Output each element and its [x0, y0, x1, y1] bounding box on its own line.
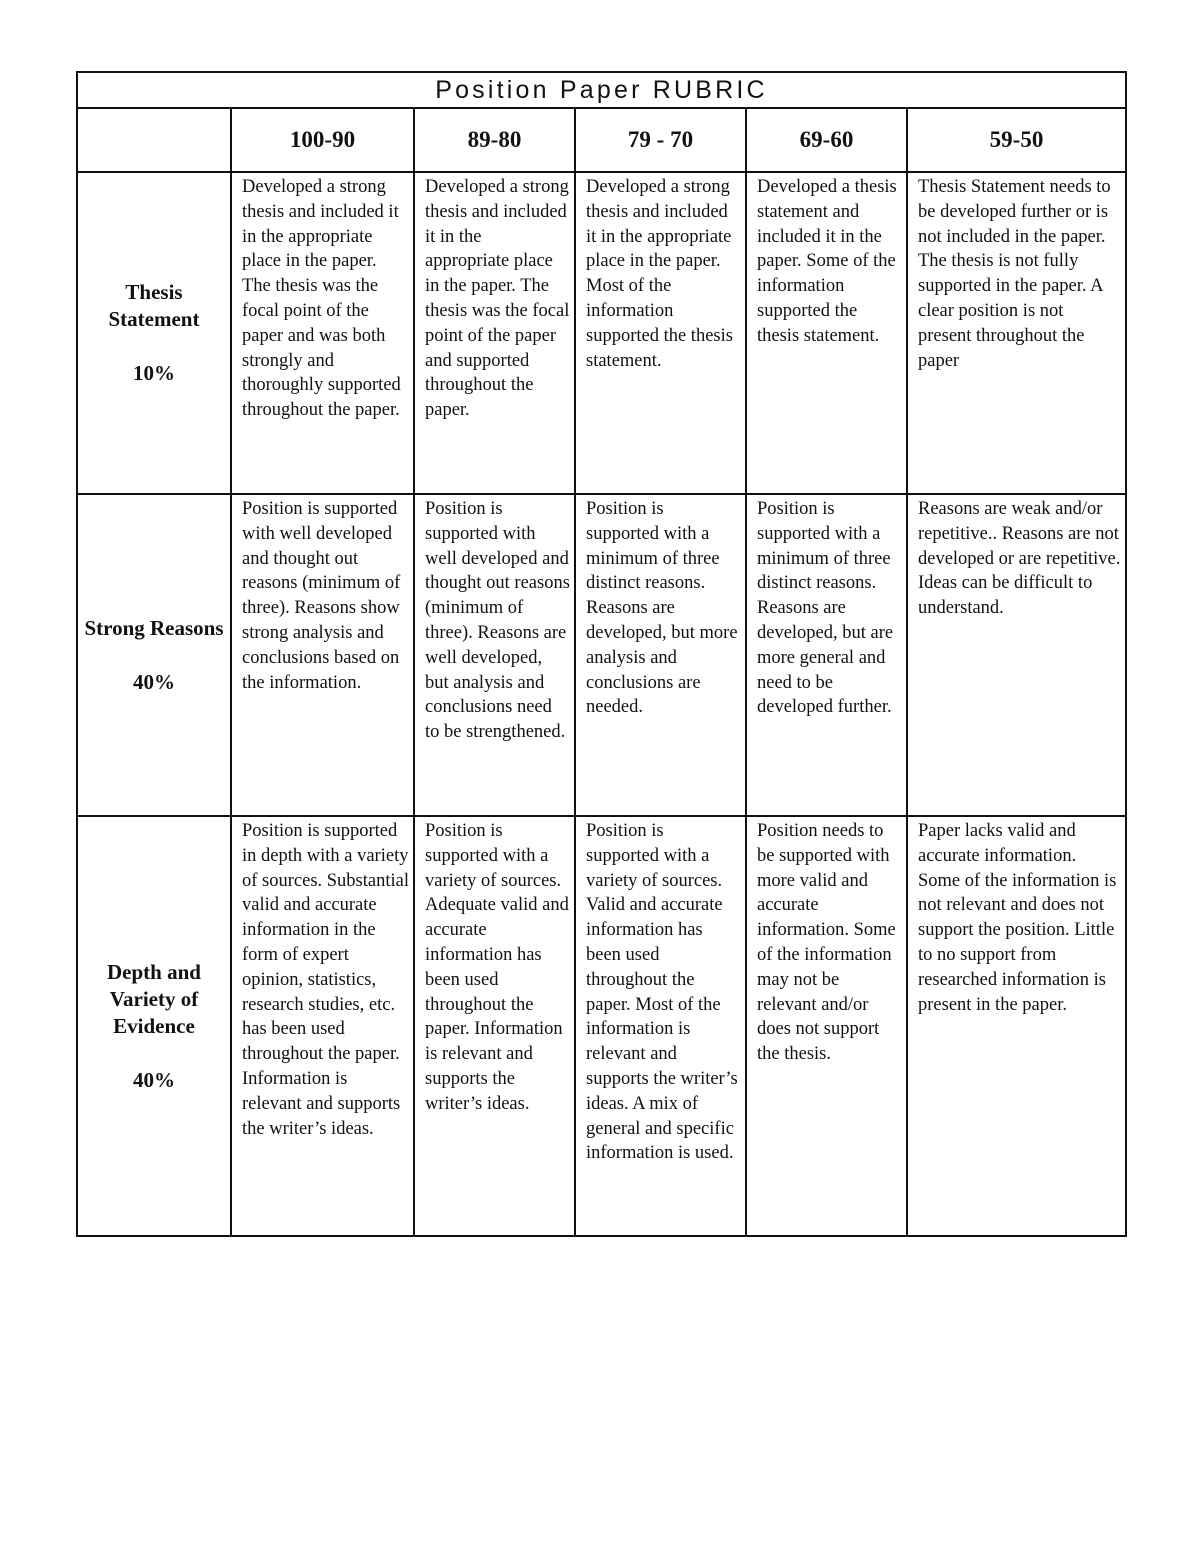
score-range-header: 59-50: [907, 108, 1126, 172]
rubric-cell: Position is supported with a minimum of three distinct reasons. Reasons are developed, but more analysis and conclusions are needed.: [575, 494, 746, 816]
rubric-cell: Position is supported with a minimum of three distinct reasons. Reasons are developed, but are more general and need to be developed further.: [746, 494, 907, 816]
score-range-header: 79 - 70: [575, 108, 746, 172]
score-range-header: 69-60: [746, 108, 907, 172]
rubric-table: [76, 71, 1127, 1237]
rubric-cell: Position is supported with well developed and thought out reasons (minimum of three). Reasons show strong analysis and conclusions based on the information.: [231, 494, 414, 816]
criterion-weight: 40%: [133, 1067, 175, 1092]
corner-cell: [77, 108, 231, 172]
score-range-header: 100-90: [231, 108, 414, 172]
rubric-cell: Position is supported with well developed and thought out reasons (minimum of three). Reasons are well developed, but analysis and conclusions need to be strengthened.: [414, 494, 575, 816]
rubric-cell: Reasons are weak and/or repetitive.. Reasons are not developed or are repetitive. Ideas can be difficult to understand.: [907, 494, 1126, 816]
rubric-cell: Thesis Statement needs to be developed further or is not included in the paper. The thesis is not fully supported in the paper. A clear position is not present throughout the paper: [907, 172, 1126, 494]
score-header-row: [77, 108, 1126, 172]
rubric-cell: Position is supported with a variety of sources. Valid and accurate information has been used throughout the paper. Most of the information is relevant and supports the writer’s ideas. A mix of general and specific information is used.: [575, 816, 746, 1236]
rubric-title: Position Paper RUBRIC: [77, 72, 1126, 108]
title-row: [77, 72, 1126, 108]
rubric-cell: Developed a strong thesis and included it in the appropriate place in the paper. Most of the information supported the thesis statement.: [575, 172, 746, 494]
criterion-cell: [77, 494, 231, 816]
rubric-cell: Developed a strong thesis and included it in the appropriate place in the paper. The thesis was the focal point of the paper and supported throughout the paper.: [414, 172, 575, 494]
rubric-cell: Developed a strong thesis and included it in the appropriate place in the paper. The thesis was the focal point of the paper and was both strongly and thoroughly supported throughout the paper.: [231, 172, 414, 494]
criterion-cell: [77, 172, 231, 494]
criterion-weight: 40%: [133, 669, 175, 694]
rubric-cell: Paper lacks valid and accurate information. Some of the information is not relevant and does not support the position. Little to no support from researched information is present in the paper.: [907, 816, 1126, 1236]
rubric-cell: Developed a thesis statement and included it in the paper. Some of the information supported the thesis statement.: [746, 172, 907, 494]
criterion-weight: 10%: [133, 361, 175, 385]
rubric-row-evidence: [77, 816, 1126, 1236]
rubric-row-reasons: [77, 494, 1126, 816]
rubric-cell: Position is supported in depth with a variety of sources. Substantial valid and accurate information in the form of expert opinion, statistics, research studies, etc. has been used throughout the paper. Information is relevant and supports the writer’s ideas.: [231, 816, 414, 1236]
criterion-name: Thesis Statement: [108, 280, 200, 331]
rubric-cell: Position is supported with a variety of sources. Adequate valid and accurate information has been used throughout the paper. Information is relevant and supports the writer’s ideas.: [414, 816, 575, 1236]
criterion-name: Strong Reasons: [84, 615, 224, 640]
criterion-name: Depth and Variety of Evidence: [107, 959, 201, 1038]
score-range-header: 89-80: [414, 108, 575, 172]
rubric-row-thesis: [77, 172, 1126, 494]
rubric-cell: Position needs to be supported with more valid and accurate information. Some of the information may not be relevant and/or does not support the thesis.: [746, 816, 907, 1236]
criterion-cell: [77, 816, 231, 1236]
